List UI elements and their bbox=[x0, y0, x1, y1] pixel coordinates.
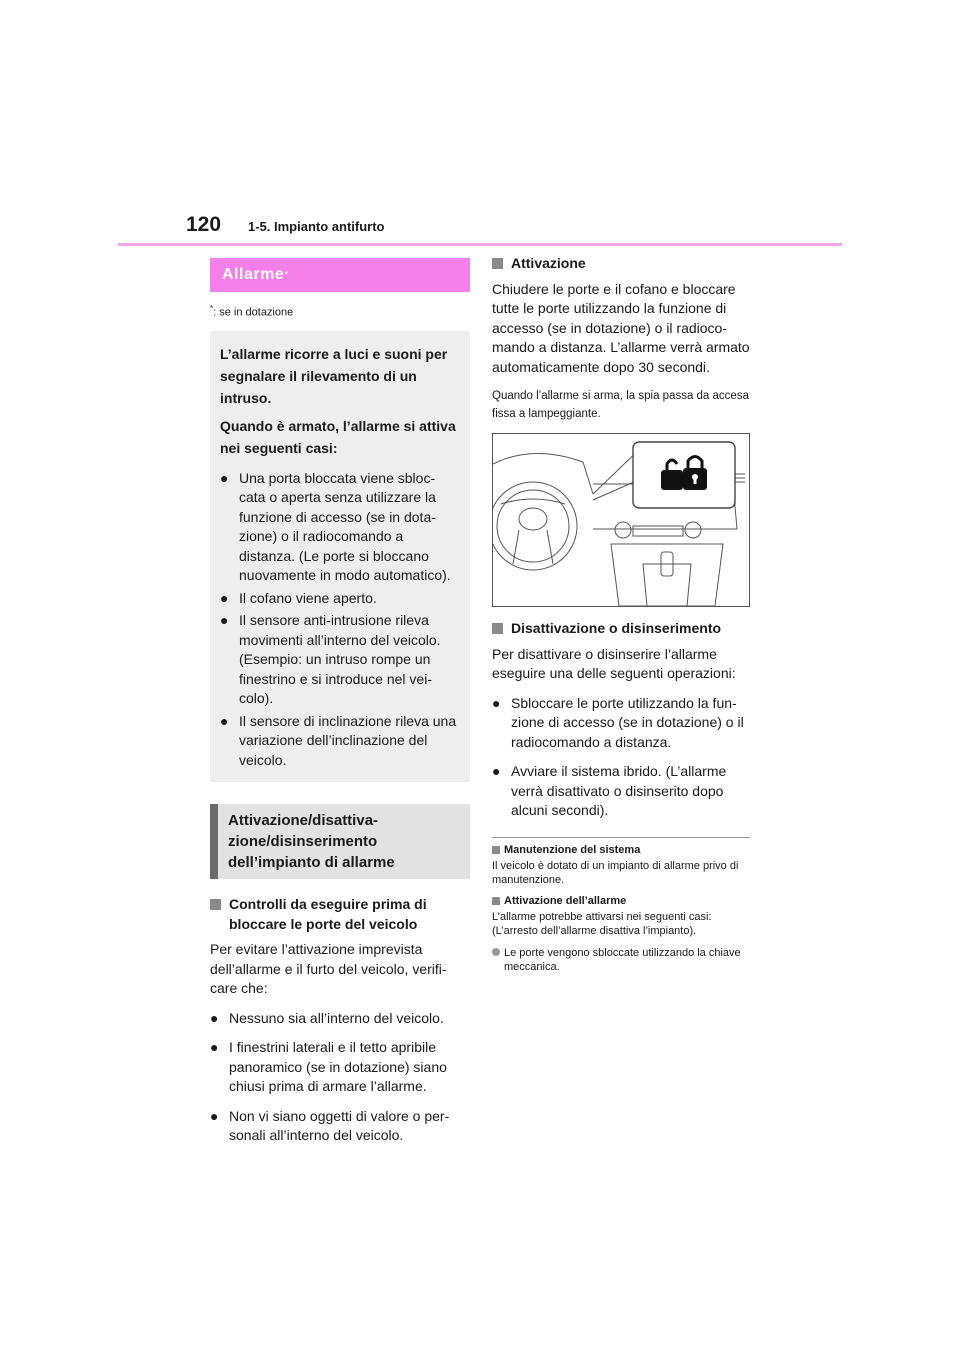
checks-intro: Per evitare l’attivazione imprevista dell’allarme e il furto del veicolo, verifi-care che: bbox=[210, 941, 447, 997]
square-bullet-icon bbox=[492, 623, 503, 634]
list-item: ● Non vi siano oggetti di valore o per-sonali all’interno del veicolo. bbox=[210, 1107, 450, 1144]
square-bullet-icon bbox=[492, 258, 503, 269]
square-bullet-icon bbox=[492, 846, 500, 854]
trigger-text: L’allarme potrebbe attivarsi nei seguenti casi: (L’arresto dell’allarme disattiva l’impianto). bbox=[492, 910, 712, 937]
deactivation-text: Per disattivare o disinserire l’allarme eseguire una delle seguenti operazioni: bbox=[492, 645, 736, 681]
right-column bbox=[492, 254, 750, 974]
bullet-icon: ● bbox=[220, 469, 229, 486]
list-item: ● Il cofano viene aperto. bbox=[220, 589, 458, 609]
bullet-icon: ● bbox=[220, 612, 229, 629]
section-title: 1-5. Impianto antifurto bbox=[248, 219, 385, 234]
alarm-title-sup: * bbox=[284, 269, 289, 281]
alarm-cases-list bbox=[220, 469, 458, 771]
bullet-icon: ● bbox=[220, 589, 229, 606]
bullet-icon: ● bbox=[210, 1009, 219, 1026]
maintenance-text: Il veicolo è dotato di un impianto di allarme privo di manutenzione. bbox=[492, 859, 739, 886]
list-item: ● Il sensore anti-intrusione rileva movimenti all’interno del veicolo. (Esempio: un intruso rompe un finestrino e si introduce nel vei-colo). bbox=[220, 612, 441, 707]
trigger-heading: Attivazione dell’allarme bbox=[492, 895, 750, 907]
footnote-mark: * bbox=[210, 304, 214, 313]
checks-block bbox=[210, 895, 470, 1146]
bullet-icon: ● bbox=[210, 1039, 219, 1056]
alarm-section-header bbox=[210, 258, 470, 292]
activation-heading: Attivazione bbox=[492, 254, 750, 274]
bullet-icon: ● bbox=[220, 712, 229, 729]
list-item: ● Il sensore di inclinazione rileva una variazione dell’inclinazione del veicolo. bbox=[220, 712, 457, 768]
list-item: ● Una porta bloccata viene sbloc-cata o aperta senza utilizzare la funzione di accesso (se in dota-zione) o il radiocomando a distanza. (Le porte si bloccano nuovamente in modo automatico). bbox=[220, 469, 451, 584]
footnote bbox=[210, 304, 470, 319]
square-bullet-icon bbox=[210, 899, 221, 910]
intro-text-2: Quando è armato, l’allarme si attiva nei seguenti casi: bbox=[220, 417, 456, 456]
header-rule bbox=[118, 243, 842, 246]
checks-list bbox=[210, 1009, 470, 1146]
list-item: ● I finestrini laterali e il tetto apribile panoramico (se in dotazione) siano chiusi prima di armare l’allarme. bbox=[210, 1039, 447, 1095]
square-bullet-icon bbox=[492, 897, 500, 905]
deactivation-list bbox=[492, 694, 750, 821]
footnote-text: : se in dotazione bbox=[213, 306, 294, 319]
activation-section-title: Attivazione/disattiva-zione/disinserimento dell’impianto di allarme bbox=[228, 812, 395, 872]
bullet-icon: ● bbox=[492, 763, 501, 779]
dashboard-illustration bbox=[492, 433, 750, 607]
list-item: ● Nessuno sia all’interno del veicolo. bbox=[210, 1009, 470, 1029]
list-item: ● Sbloccare le porte utilizzando la fun-zione di accesso (se in dotazione) o il radiocomando a distanza. bbox=[492, 694, 744, 750]
trigger-item: Le porte vengono sbloccate utilizzando la chiave meccanica. bbox=[492, 946, 750, 974]
activation-section-header bbox=[210, 804, 470, 879]
left-column bbox=[210, 258, 470, 1149]
bullet-icon: ● bbox=[210, 1107, 219, 1124]
activation-note: Quando l’allarme si arma, la spia passa da accesa fissa a lampeggiante. bbox=[492, 390, 749, 420]
dashboard-drawing bbox=[493, 434, 749, 606]
deactivation-heading: Disattivazione o disinserimento bbox=[492, 619, 750, 639]
circle-bullet-icon bbox=[492, 948, 500, 956]
page-number: 120 bbox=[186, 213, 222, 236]
notes-block bbox=[492, 837, 750, 974]
alarm-title: Allarme bbox=[222, 266, 285, 283]
alarm-summary-box bbox=[210, 331, 470, 783]
maintenance-heading: Manutenzione del sistema bbox=[492, 844, 750, 856]
checks-heading: Controlli da eseguire prima di bloccare le porte del veicolo bbox=[210, 895, 470, 934]
list-item: ● Avviare il sistema ibrido. (L’allarme verrà disattivato o disinserito dopo alcuni secondi). bbox=[492, 763, 727, 818]
bullet-icon: ● bbox=[492, 694, 501, 711]
intro-text-1: L’allarme ricorre a luci e suoni per segnalare il rilevamento di un intruso. bbox=[220, 345, 448, 406]
activation-text: Chiudere le porte e il cofano e bloccare tutte le porte utilizzando la funzione di accesso (se in dotazione) o il radioco-mando a distanza. L’allarme verrà armato automaticamente dopo 30 secondi. bbox=[492, 280, 750, 375]
